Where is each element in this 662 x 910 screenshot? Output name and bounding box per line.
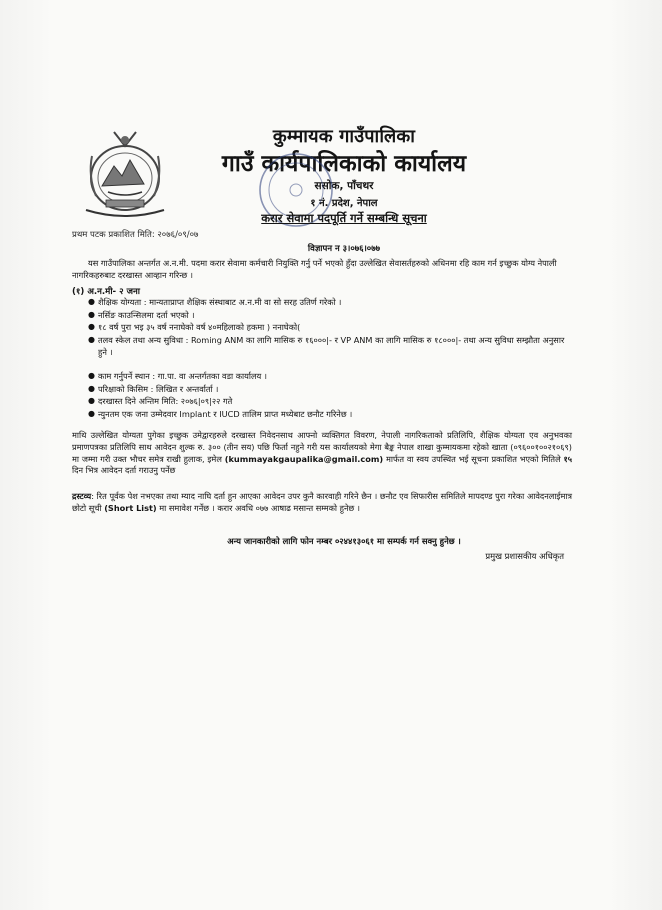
list-item: ● परिक्षाको किसिम : लिखित र अन्तर्वार्ता । xyxy=(88,383,219,394)
bullet-icon: ● xyxy=(88,297,95,306)
municipality-name: कुम्मायक गाउँपालिका xyxy=(272,126,416,147)
bullet-icon: ● xyxy=(88,383,95,393)
intro-paragraph: यस गाउँपालिका अन्तर्गत अ.न.मी. पदमा करार सेवामा कर्मचारी नियुक्ति गर्नु पर्ने भएको हुँदा उल्लेखित सेवासर्तहरुको अधिनमा रहि काम गर्न इच्छुक योग्य नेपाली नागरिकहरुबाट दरखास्त आव्हान गरिन्छ । xyxy=(72,258,557,280)
section-heading: (१) अ.न.मी- २ जना xyxy=(72,287,140,297)
short-list-label: (Short List) xyxy=(104,502,157,513)
list-item: ● नर्सिङ काउन्सिलमा दर्ता भएको । xyxy=(88,309,195,320)
list-item: ● दरखास्त दिने अन्तिम मिति: २०७६|०९|२२ गते xyxy=(88,396,233,406)
qualifications-list xyxy=(88,296,570,359)
note-paragraph: द्रस्टव्य: रित पूर्वक पेश नभएका तथा म्याद नाघि दर्ता हुन आएका आवेदन उपर कुनै कारवाही गरिने छैन । छनौट एव सिफारीस समितिले मापदण्ड पुरा गरेका आवेदनलाईमात्र छोटो सूची (Short List) मा समावेश गर्नेछ । करार अवधि ०७७ आषाढ मसान्त सम्मको हुनेछ । xyxy=(72,491,572,513)
list-item: ● १८ वर्ष पुरा भइ ३५ वर्ष ननाघेको वर्ष ४०महिलाको हकमा ) ननाघेको( xyxy=(88,322,301,332)
bullet-icon: ● xyxy=(88,408,95,418)
list-item: ● शैक्षिक योग्यता : मान्यताप्राप्त शैक्षिक संस्थाबाट अ.न.मी वा सो सरह उतिर्ण गरेको । xyxy=(88,297,342,307)
email-address: (kummayakgaupalika@gmail.com) xyxy=(224,453,384,464)
list-item: ● तलव स्केल तथा अन्य सुविधा : Roming ANM का लागि मासिक रु १६०००|- र VP ANM का लागि मासिक रु १८०००|- तथा अन्य सुविधा सम्झौता अनुसार हुने । xyxy=(88,334,565,357)
address-line-1: ससोक, पाँचथर xyxy=(314,180,374,192)
notice-title: करार सेवामा पदपूर्ति गर्ने सम्बन्धि सूचना xyxy=(261,211,427,225)
signatory-title: प्रमुख प्रशासकीय अधिकृत xyxy=(485,551,564,561)
office-name: गाउँ कार्यपालिकाको कार्यालय xyxy=(221,151,467,177)
application-paragraph: माथि उल्लेखित योग्यता पुगेका इच्छुक उमेद्वारहरुले दरखास्त निवेदनसाथ आफ्नो व्यक्तिगत विवरण, नेपाली नागरिकताको प्रतिलिपि, शैक्षिक योग्यता एव अनुभवका प्रमाणपत्रका प्रतिलिपि साथ आवेदन शुल्क रु. ३०० (तीन सय) पछि फिर्ता नहुने गरी यस कार्यालयको मेगा बैङ्क नेपाल शाखा कुम्मायकमा रहेको खाता (०९६००१००२१०६९) मा जम्मा गरी उक्त भौचर समेत्र राखी हुलाक, इमेल (kummayakgaupalika@gmail.com) मार्फत वा स्वय उपस्थित भई सूचना प्रकाशित भएको मितिले १५ दिन भित्र आवेदन दर्ता गराउनु पर्नेछ xyxy=(72,430,572,476)
list-item: ● न्युनतम एक जना उम्मेदवार Implant र IUCD तालिम प्राप्त मध्येबाट छनौट गरिनेछ । xyxy=(88,408,353,419)
bullet-icon: ● xyxy=(88,309,95,319)
contact-info: अन्य जानकारीको लागि फोन नम्बर ०२४४१३०६१ मा सम्पर्क गर्न सक्नु हुनेछ । xyxy=(227,536,461,546)
publish-date: प्रथम पटक प्रकाशित मिति: २०७६/०९/०७ xyxy=(72,230,199,240)
bullet-icon: ● xyxy=(88,371,95,380)
conditions-list xyxy=(88,370,570,420)
address-line-2: १ नं. प्रदेश, नेपाल xyxy=(310,198,378,209)
list-item: ● काम गर्नुपर्ने स्थान : गा.पा. वा अन्तर्गतका वडा कार्यालय । xyxy=(88,371,267,381)
advertisement-number: विज्ञापन न ३।०७६।०७७ xyxy=(307,244,381,254)
days-count: १५ xyxy=(563,453,572,464)
note-label: द्रस्टव्य xyxy=(72,491,92,501)
bullet-icon: ● xyxy=(88,322,95,331)
bullet-icon: ● xyxy=(88,396,95,405)
bullet-icon: ● xyxy=(88,334,95,344)
